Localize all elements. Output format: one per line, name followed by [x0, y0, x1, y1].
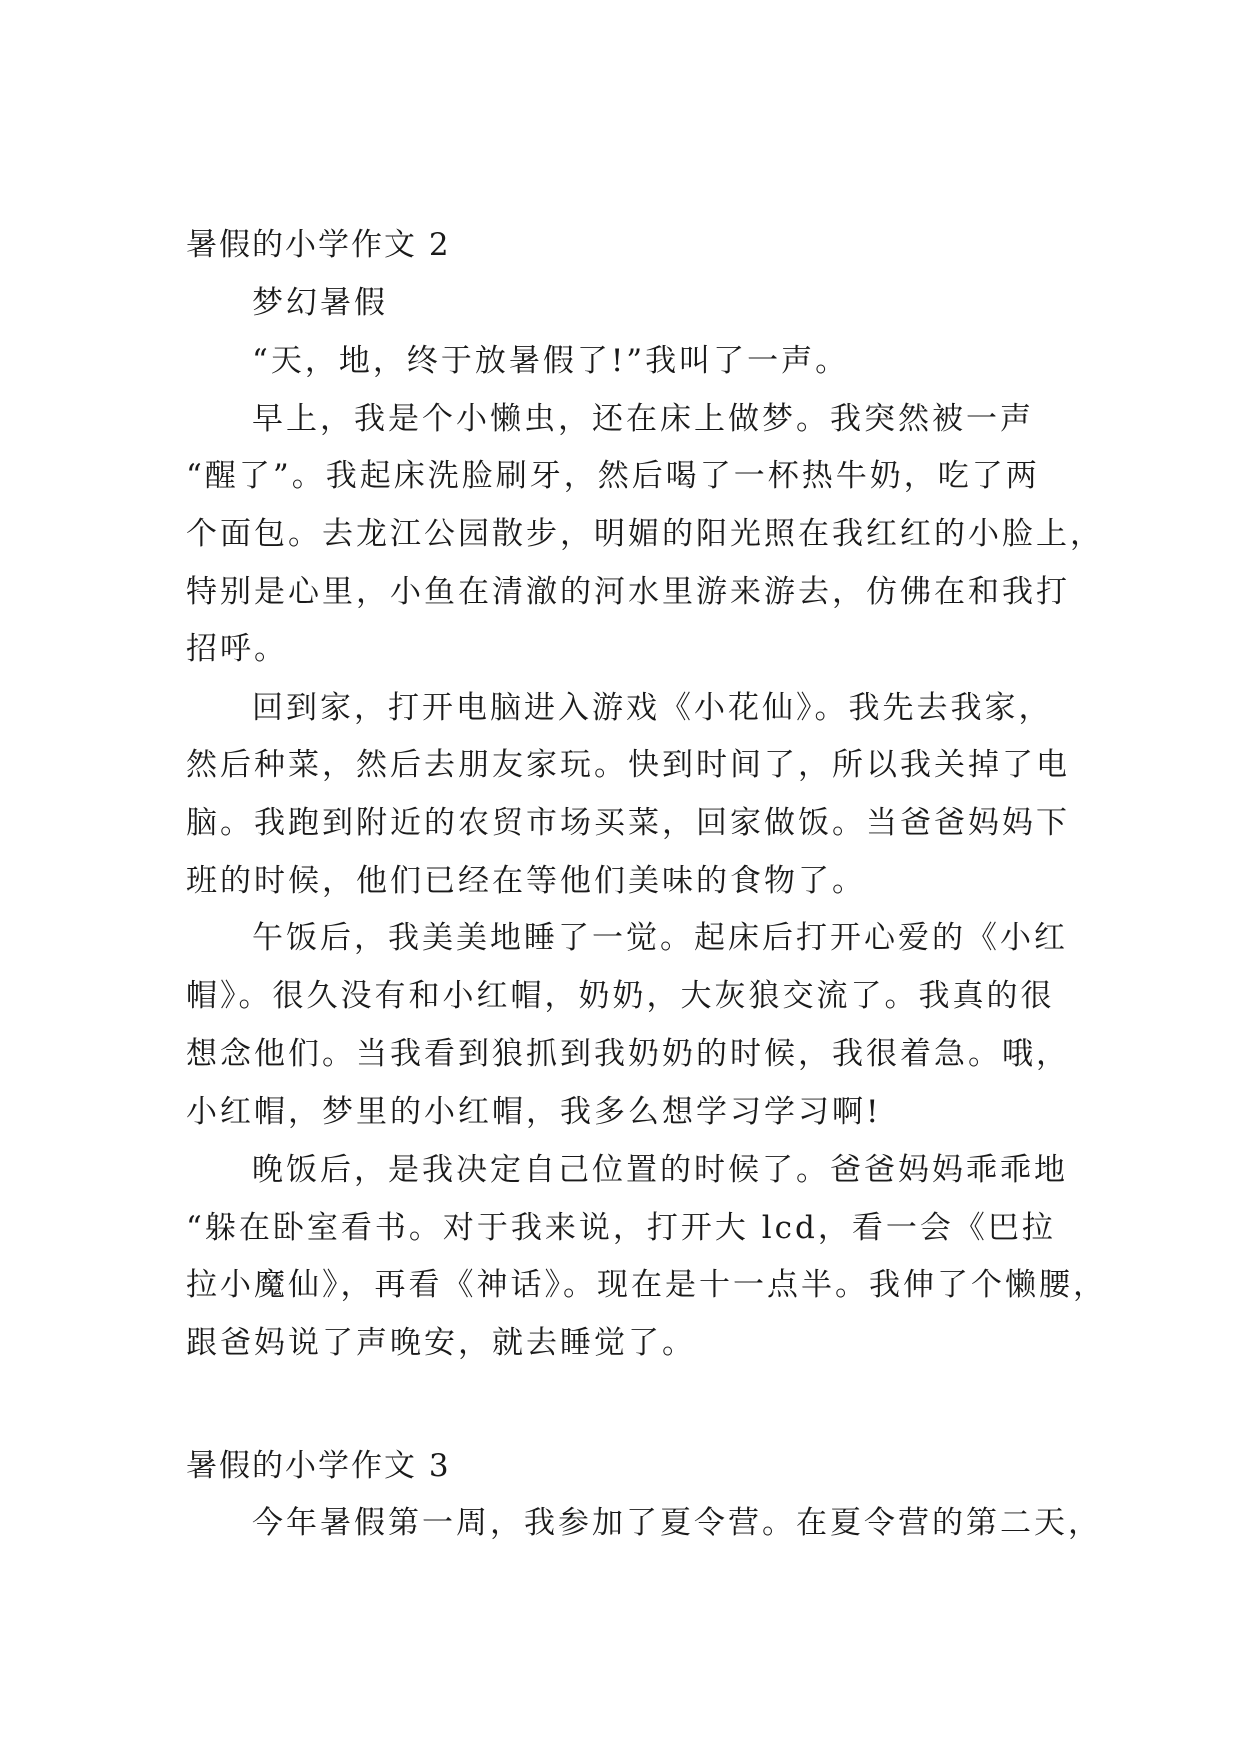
paragraph-line: 脑。我跑到附近的农贸市场买菜，回家做饭。当爸爸妈妈下 — [186, 805, 1070, 841]
paragraph-line: 然后种菜，然后去朋友家玩。快到时间了，所以我关掉了电 — [186, 747, 1070, 783]
paragraph-line: 晚饭后，是我决定自己位置的时候了。爸爸妈妈乖乖地 — [252, 1152, 1068, 1188]
paragraph-line: 小红帽，梦里的小红帽，我多么想学习学习啊! — [186, 1094, 882, 1130]
paragraph-line: 个面包。去龙江公园散步，明媚的阳光照在我红红的小脸上， — [186, 516, 1104, 552]
paragraph-line: 今年暑假第一周，我参加了夏令营。在夏令营的第二天， — [252, 1505, 1102, 1541]
paragraph-line: “躲在卧室看书。对于我来说，打开大 lcd，看一会《巴拉 — [186, 1210, 1056, 1246]
paragraph-line: 回到家，打开电脑进入游戏《小花仙》。我先去我家， — [252, 690, 1053, 726]
paragraph-line: “醒了”。我起床洗脸刷牙，然后喝了一杯热牛奶，吃了两 — [186, 458, 1040, 494]
paragraph-line: 拉小魔仙》，再看《神话》。现在是十一点半。我伸了个懒腰， — [186, 1267, 1107, 1303]
paragraph-line: 想念他们。当我看到狼抓到我奶奶的时候，我很着急。哦， — [186, 1036, 1070, 1072]
paragraph-line: 早上，我是个小懒虫，还在床上做梦。我突然被一声 — [252, 401, 1034, 437]
paragraph-line: 特别是心里，小鱼在清澈的河水里游来游去，仿佛在和我打 — [186, 574, 1070, 610]
paragraph-line: 午饭后，我美美地睡了一觉。起床后打开心爱的《小红 — [252, 920, 1068, 956]
paragraph-line: 班的时候，他们已经在等他们美味的食物了。 — [186, 863, 866, 899]
paragraph-line: 招呼。 — [186, 631, 288, 667]
paragraph-line: 跟爸妈说了声晚安，就去睡觉了。 — [186, 1325, 696, 1361]
essay-title: 梦幻暑假 — [252, 285, 388, 321]
paragraph-line: 帽》。很久没有和小红帽，奶奶，大灰狼交流了。我真的很 — [186, 978, 1055, 1014]
paragraph-line: “天，地，终于放暑假了!”我叫了一声。 — [252, 343, 850, 379]
section-heading: 暑假的小学作文 3 — [186, 1448, 451, 1484]
section-heading: 暑假的小学作文 2 — [186, 227, 451, 263]
